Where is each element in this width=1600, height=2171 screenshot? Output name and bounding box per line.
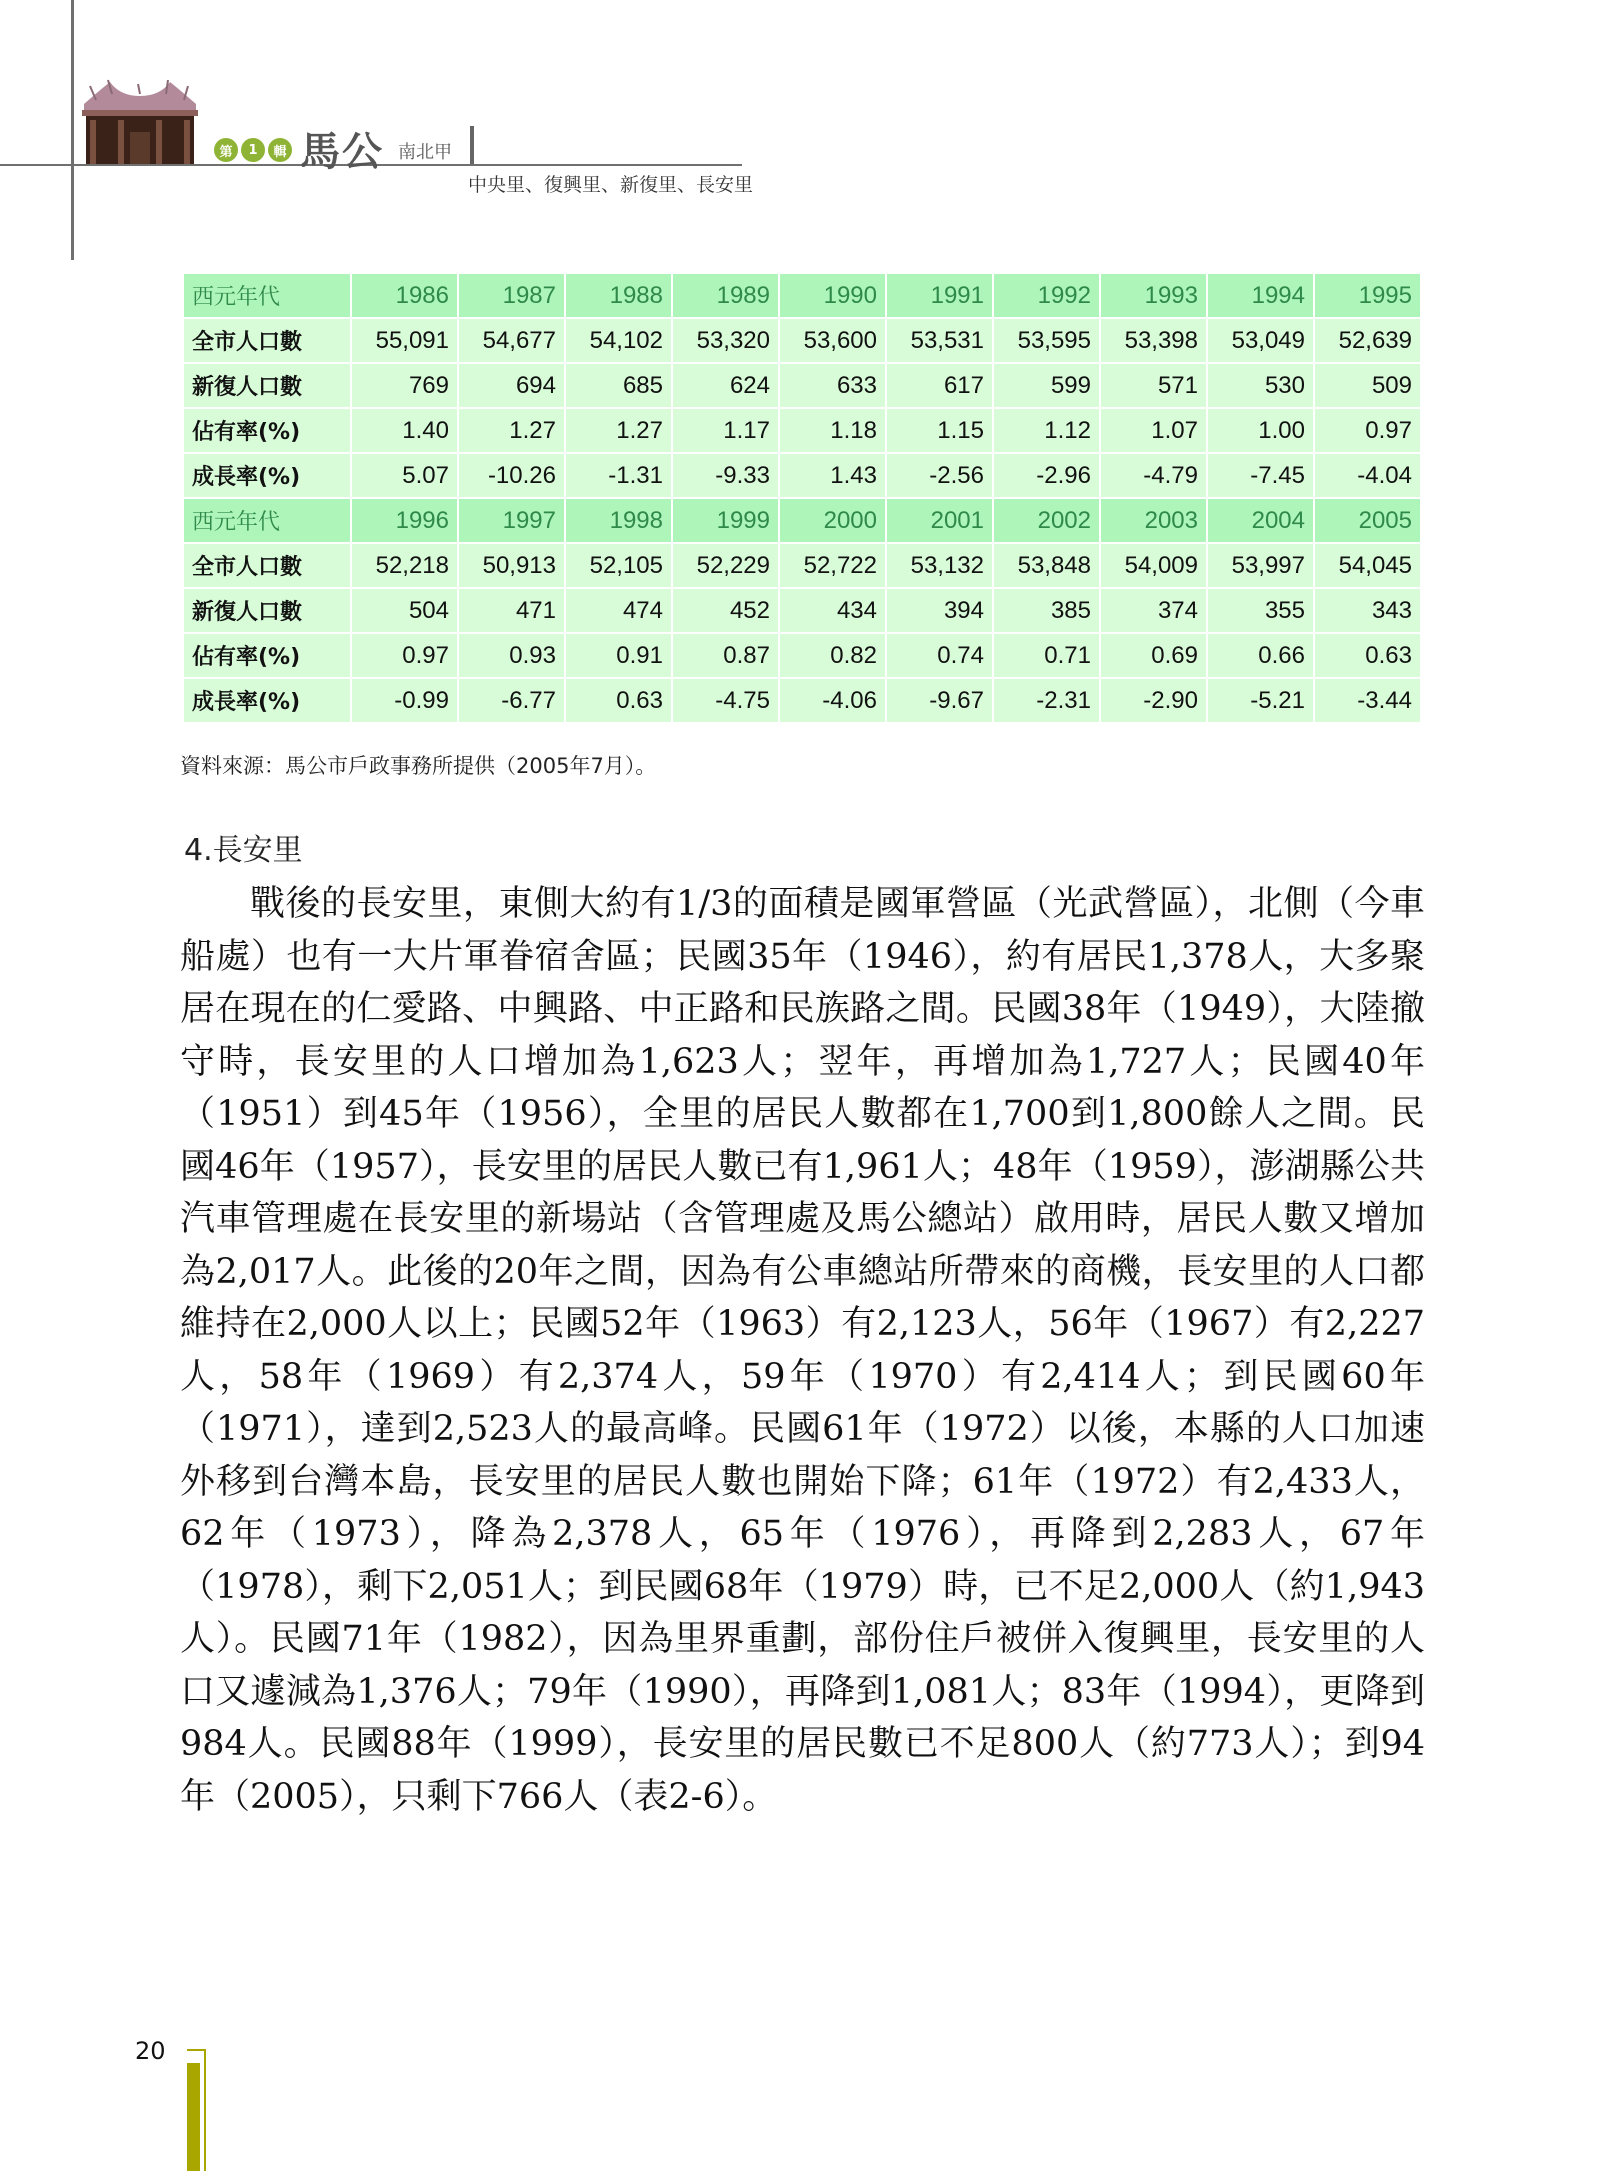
table-cell: 504: [352, 589, 457, 632]
table-year-cell: 1995: [1315, 274, 1420, 317]
table-year-cell: 1990: [780, 274, 885, 317]
table-cell: 5.07: [352, 454, 457, 497]
table-header-label: 西元年代: [184, 274, 350, 317]
table-cell: 0.69: [1101, 634, 1206, 677]
table-year-cell: 2003: [1101, 499, 1206, 542]
table-year-cell: 2002: [994, 499, 1099, 542]
table-cell: 0.97: [1315, 409, 1420, 452]
table-cell: 0.63: [566, 679, 671, 722]
table-row-label: 新復人口數: [184, 589, 350, 632]
population-table: [182, 272, 1422, 724]
section-body-paragraph: 戰後的長安里，東側大約有1/3的面積是國軍營區（光武營區），北側（今車船處）也有一大片軍眷宿舍區；民國35年（1946），約有居民1,378人，大多聚居在現在的仁愛路、中興路、中正路和民族路之間。民國38年（1949），大陸撤守時，長安里的人口增加為1,623人；翌年，再增加為1,727人；民國40年（1951）到45年（1956），全里的居民人數都在1,700到1,800餘人之間。民國46年（1957），長安里的居民人數已有1,961人；48年（1959），澎湖縣公共汽車管理處在長安里的新場站（含管理處及馬公總站）啟用時，居民人數又增加為2,017人。此後的20年之間，因為有公車總站所帶來的商機，長安里的人口都維持在2,000人以上；民國52年（1963）有2,123人，56年（1967）有2,227人，58年（1969）有2,374人，59年（1970）有2,414人；到民國60年（1971），達到2,523人的最高峰。民國61年（1972）以後，本縣的人口加速外移到台灣本島，長安里的居民人數也開始下降；61年（1972）有2,433人，62年（1973），降為2,378人，65年（1976），再降到2,283人，67年（1978），剩下2,051人；到民國68年（1979）時，已不足2,000人（約1,943人）。民國71年（1982），因為里界重劃，部份住戶被併入復興里，長安里的人口又遽減為1,376人；79年（1990），再降到1,081人；83年（1994），更降到984人。民國88年（1999），長安里的居民數已不足800人（約773人）；到94年（2005），只剩下766人（表2-6）。: [180, 884, 1425, 1817]
table-cell: 0.82: [780, 634, 885, 677]
table-cell: 52,229: [673, 544, 778, 587]
table-cell: 1.07: [1101, 409, 1206, 452]
table-cell: 50,913: [459, 544, 564, 587]
table-year-cell: 1991: [887, 274, 992, 317]
table-cell: -4.79: [1101, 454, 1206, 497]
table-cell: -9.33: [673, 454, 778, 497]
table-row: [184, 319, 1420, 362]
table-cell: 54,102: [566, 319, 671, 362]
table-year-cell: 1998: [566, 499, 671, 542]
table-cell: 52,722: [780, 544, 885, 587]
table-cell: 474: [566, 589, 671, 632]
book-subtitle: 南北甲: [398, 142, 452, 163]
table-cell: -6.77: [459, 679, 564, 722]
table-cell: 394: [887, 589, 992, 632]
table-cell: 1.12: [994, 409, 1099, 452]
table-cell: 1.18: [780, 409, 885, 452]
table-row: [184, 454, 1420, 497]
table-cell: -1.31: [566, 454, 671, 497]
table-year-cell: 2000: [780, 499, 885, 542]
table-row: [184, 634, 1420, 677]
table-row: [184, 589, 1420, 632]
table-cell: -4.75: [673, 679, 778, 722]
book-title: 馬公: [300, 128, 384, 175]
table-row: [184, 364, 1420, 407]
table-year-cell: 1986: [352, 274, 457, 317]
table-cell: 1.27: [566, 409, 671, 452]
table-row: [184, 544, 1420, 587]
table-cell: 355: [1208, 589, 1313, 632]
temple-image-icon: [80, 76, 200, 164]
table-row-label: 全市人口數: [184, 319, 350, 362]
table-cell: 571: [1101, 364, 1206, 407]
table-year-cell: 2005: [1315, 499, 1420, 542]
table-row-label: 佔有率(%): [184, 634, 350, 677]
volume-badge-ji: 輯: [268, 138, 292, 162]
table-cell: 685: [566, 364, 671, 407]
table-row-label: 成長率(%): [184, 679, 350, 722]
table-cell: 53,595: [994, 319, 1099, 362]
table-cell: 624: [673, 364, 778, 407]
table-cell: 385: [994, 589, 1099, 632]
table-cell: 434: [780, 589, 885, 632]
table-year-cell: 1987: [459, 274, 564, 317]
table-year-cell: 1997: [459, 499, 564, 542]
table-cell: 53,320: [673, 319, 778, 362]
volume-badges: [214, 138, 292, 162]
table-year-cell: 1996: [352, 499, 457, 542]
table-cell: 0.74: [887, 634, 992, 677]
table-cell: -2.90: [1101, 679, 1206, 722]
table-cell: 1.15: [887, 409, 992, 452]
table-cell: 52,639: [1315, 319, 1420, 362]
table-cell: 0.63: [1315, 634, 1420, 677]
table-cell: 617: [887, 364, 992, 407]
table-row-label: 佔有率(%): [184, 409, 350, 452]
table-cell: 343: [1315, 589, 1420, 632]
header-vertical-rule: [71, 0, 74, 260]
table-cell: -9.67: [887, 679, 992, 722]
table-year-cell: 1993: [1101, 274, 1206, 317]
table-cell: -5.21: [1208, 679, 1313, 722]
table-cell: 53,600: [780, 319, 885, 362]
chapter-subtitle: 中央里、復興里、新復里、長安里: [468, 174, 754, 196]
table-header-row: [184, 274, 1420, 317]
table-row: [184, 409, 1420, 452]
volume-badge-number: 1: [241, 138, 265, 162]
table-cell: 0.97: [352, 634, 457, 677]
table-cell: 374: [1101, 589, 1206, 632]
table-year-cell: 1992: [994, 274, 1099, 317]
table-cell: 54,677: [459, 319, 564, 362]
table-cell: 1.43: [780, 454, 885, 497]
table-cell: 1.17: [673, 409, 778, 452]
table-header-row: [184, 499, 1420, 542]
table-cell: 0.91: [566, 634, 671, 677]
table-year-cell: 2004: [1208, 499, 1313, 542]
table-cell: 1.40: [352, 409, 457, 452]
table-cell: 53,398: [1101, 319, 1206, 362]
table-year-cell: 1989: [673, 274, 778, 317]
table-cell: 53,531: [887, 319, 992, 362]
table-cell: -0.99: [352, 679, 457, 722]
table-cell: 769: [352, 364, 457, 407]
table-source-note: 資料來源：馬公市戶政事務所提供（2005年7月）。: [180, 754, 657, 778]
table-cell: -2.31: [994, 679, 1099, 722]
table-year-cell: 1999: [673, 499, 778, 542]
table-cell: 0.87: [673, 634, 778, 677]
table-cell: 599: [994, 364, 1099, 407]
table-cell: 509: [1315, 364, 1420, 407]
table-cell: 52,105: [566, 544, 671, 587]
table-cell: 52,218: [352, 544, 457, 587]
table-cell: 54,009: [1101, 544, 1206, 587]
table-cell: 1.00: [1208, 409, 1313, 452]
table-cell: -2.56: [887, 454, 992, 497]
table-cell: 53,997: [1208, 544, 1313, 587]
table-year-cell: 1994: [1208, 274, 1313, 317]
table-row-label: 成長率(%): [184, 454, 350, 497]
table-cell: 1.27: [459, 409, 564, 452]
table-cell: -7.45: [1208, 454, 1313, 497]
footer-bar-decoration: [187, 2063, 200, 2171]
table-cell: 471: [459, 589, 564, 632]
table-cell: 53,132: [887, 544, 992, 587]
table-row-label: 新復人口數: [184, 364, 350, 407]
table-cell: 0.71: [994, 634, 1099, 677]
table-year-cell: 2001: [887, 499, 992, 542]
page-number: 20: [135, 2037, 166, 2065]
title-divider: [470, 126, 474, 164]
table-header-label: 西元年代: [184, 499, 350, 542]
table-cell: 53,848: [994, 544, 1099, 587]
table-cell: -2.96: [994, 454, 1099, 497]
table-row-label: 全市人口數: [184, 544, 350, 587]
table-cell: 0.93: [459, 634, 564, 677]
table-row: [184, 679, 1420, 722]
table-cell: 452: [673, 589, 778, 632]
table-cell: 0.66: [1208, 634, 1313, 677]
table-cell: 55,091: [352, 319, 457, 362]
table-cell: -4.06: [780, 679, 885, 722]
table-cell: -4.04: [1315, 454, 1420, 497]
table-cell: 54,045: [1315, 544, 1420, 587]
section-title: 4.長安里: [184, 833, 303, 868]
table-cell: -10.26: [459, 454, 564, 497]
table-cell: -3.44: [1315, 679, 1420, 722]
table-year-cell: 1988: [566, 274, 671, 317]
table-cell: 633: [780, 364, 885, 407]
table-cell: 694: [459, 364, 564, 407]
table-cell: 53,049: [1208, 319, 1313, 362]
table-cell: 530: [1208, 364, 1313, 407]
volume-badge-di: 第: [214, 138, 238, 162]
